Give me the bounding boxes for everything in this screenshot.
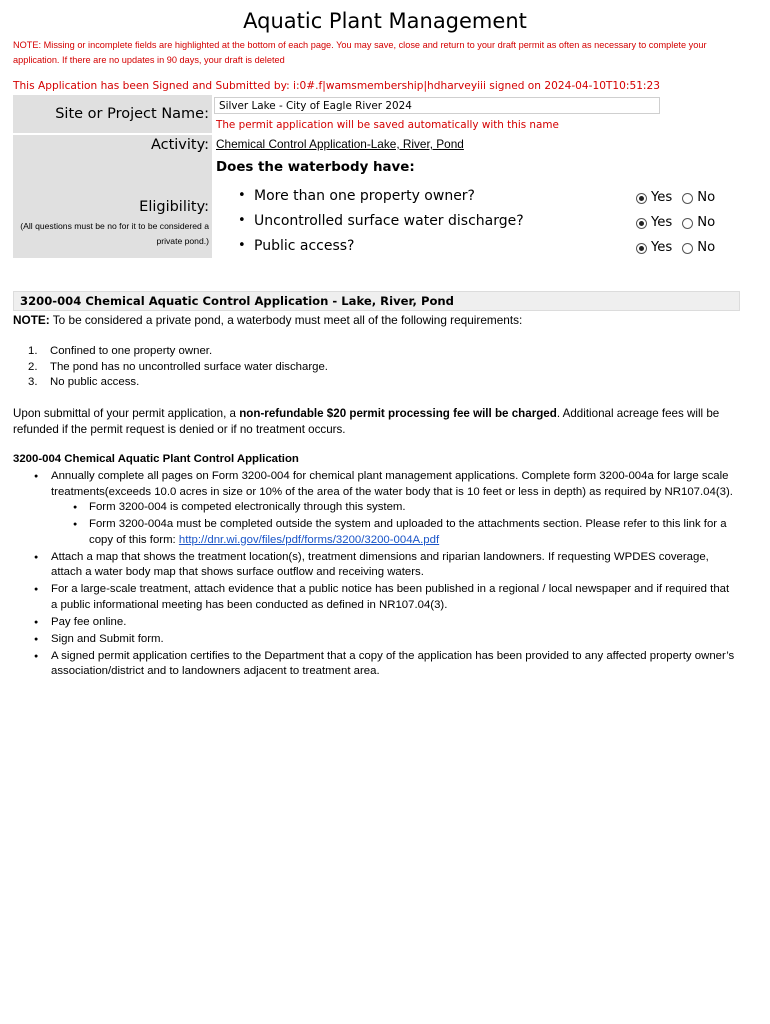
item-text: Form 3200-004a must be completed outside the system and uploaded to the attachments section. Please refer to this link for a copy of this form: (89, 518, 727, 546)
site-label (13, 95, 212, 133)
list-item (28, 375, 328, 391)
yes-label: Yes (651, 215, 673, 230)
no-label: No (697, 190, 716, 205)
radio-no[interactable] (682, 218, 693, 229)
question-owner (224, 185, 716, 210)
fee-text-bold: non-refundable $20 permit processing fee will be charged (239, 407, 557, 420)
list-item (33, 550, 738, 581)
eligibility-label (13, 159, 212, 258)
page-title: Aquatic Plant Management (243, 9, 527, 33)
site-label-text: Site or Project Name: (55, 106, 209, 122)
list-item (33, 615, 738, 631)
radio-yes[interactable] (636, 193, 647, 204)
item-text: Attach a map that shows the treatment location(s), treatment dimensions and riparian landowners. If requesting WPDES coverage, attach a water body map that shows surface outflow and receiving waters. (51, 550, 709, 578)
item-text: Confined to one property owner. (50, 345, 213, 357)
fee-text-post: . Additional acreage fees will be refunded if the permit request is denied or if no treatment occurs. (13, 407, 720, 436)
eligibility-title: Eligibility: (139, 199, 209, 215)
sub-list (51, 500, 738, 548)
list-item (28, 360, 328, 376)
question-text: Uncontrolled surface water discharge? (254, 213, 524, 229)
radio-yes[interactable] (636, 243, 647, 254)
list-item (51, 517, 738, 548)
application-instructions (33, 469, 738, 681)
item-text: Sign and Submit form. (51, 632, 164, 645)
no-label: No (697, 215, 716, 230)
item-text: Annually complete all pages on Form 3200-004 for chemical plant management applications. Complete form 3200-004a for large scale treatments(exceeds 10.0 acres in size or 10% of the area of the water body that is 10 feet or less in depth) as required by NR107.04(3). (51, 470, 733, 498)
item-number: 1. (28, 345, 38, 357)
radio-no[interactable] (682, 193, 693, 204)
note-label: NOTE: (13, 313, 50, 327)
note-text: To be considered a private pond, a waterbody must meet all of the following requirements: (49, 313, 523, 327)
item-number: 3. (28, 376, 38, 388)
item-text: The pond has no uncontrolled surface water discharge. (50, 360, 328, 373)
form-3200-004a-link[interactable]: http://dnr.wi.gov/files/pdf/forms/3200/3200-004A.pdf (178, 533, 440, 546)
eligibility-note: (All questions must be no for it to be considered a private pond.) (20, 221, 209, 246)
yes-label: Yes (651, 190, 673, 205)
list-item (33, 632, 738, 648)
item-text: No public access. (50, 376, 140, 388)
site-name-hint: The permit application will be saved automatically with this name (216, 119, 559, 131)
draft-note: NOTE: Missing or incomplete fields are highlighted at the bottom of each page. You may save, close and return to your draft permit as often as necessary to complete your application. If there are no updates in 90 days, your draft is deleted (13, 40, 707, 65)
answer-options (636, 212, 715, 234)
yes-label: Yes (651, 240, 673, 255)
waterbody-heading: Does the waterbody have: (216, 160, 415, 175)
application-heading: 3200-004 Chemical Aquatic Plant Control Application (13, 453, 299, 465)
section-title: 3200-004 Chemical Aquatic Control Application - Lake, River, Pond (13, 291, 740, 311)
requirements-list (28, 344, 328, 391)
item-number: 2. (28, 360, 38, 373)
item-text: For a large-scale treatment, attach evidence that a public notice has been published in a regional / local newspaper and if required that a public informational meeting has been conducted as defined in NR107.04(3). (51, 583, 730, 611)
answer-options (636, 237, 715, 259)
radio-yes[interactable] (636, 218, 647, 229)
item-text: A signed permit application certifies to the Department that a copy of the application has been provided to any affected property owner’s association/district and to landowners adjacent to treatment area. (51, 649, 735, 677)
item-text: Form 3200-004 is competed electronically through this system. (89, 501, 406, 513)
list-item (28, 344, 328, 360)
question-text: More than one property owner? (254, 188, 475, 204)
list-item (51, 500, 738, 516)
private-pond-note (13, 313, 522, 327)
activity-label: Activity: (13, 135, 212, 159)
signed-status: This Application has been Signed and Submitted by: i:0#.f|wamsmembership|hdharveyiii signed on 2024-04-10T10:51:23 (13, 80, 660, 92)
no-label: No (697, 240, 716, 255)
answer-options (636, 187, 715, 209)
question-discharge (224, 210, 716, 235)
question-text: Public access? (254, 238, 355, 254)
site-name-input[interactable]: Silver Lake - City of Eagle River 2024 (214, 97, 660, 114)
list-item (33, 469, 738, 548)
activity-link[interactable]: Chemical Control Application-Lake, River, Pond (216, 137, 464, 151)
radio-no[interactable] (682, 243, 693, 254)
fee-paragraph (13, 406, 743, 438)
eligibility-questions (224, 185, 716, 260)
question-public-access (224, 235, 716, 260)
list-item (33, 582, 738, 613)
list-item (33, 649, 738, 680)
item-text: Pay fee online. (51, 615, 127, 628)
fee-text-pre: Upon submittal of your permit application, a (13, 407, 240, 420)
